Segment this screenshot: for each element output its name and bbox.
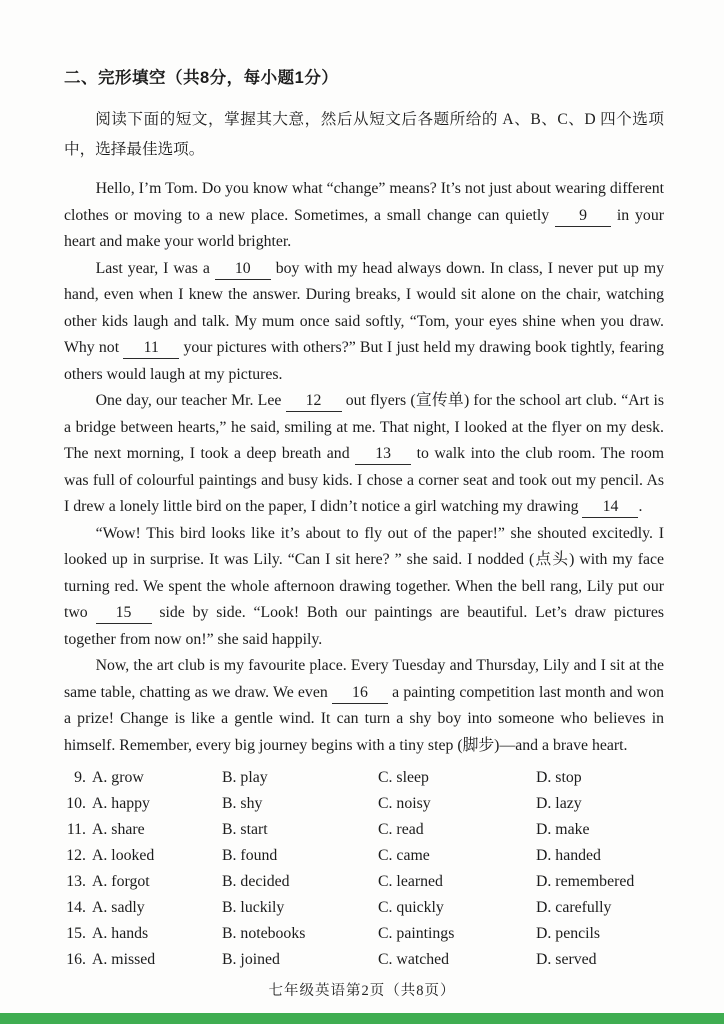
cloze-blank-11: 11 bbox=[123, 338, 179, 359]
option-cell: D. pencils bbox=[536, 925, 601, 942]
bottom-green-strip bbox=[0, 1013, 724, 1024]
option-cell: B. shy bbox=[222, 795, 263, 812]
passage-paragraph: One day, our teacher Mr. Lee 12 out flyers (宣传单) for the school art club. “Art is a bridge between hearts,” he said, smiling at me. That night, I looked at the flyer on my desk. The next morning, I took a deep breath and 13 to walk into the club room. The room was full of colourful paintings and busy kids. I chose a corner seat and took out my pencil. As I drew a lonely little bird on the paper, I didn’t notice a girl watching my drawing 14 . bbox=[64, 388, 664, 521]
question-number: 9. bbox=[74, 769, 86, 786]
option-cell: A. looked bbox=[92, 847, 155, 864]
passage-paragraph: “Wow! This bird looks like it’s about to fly out of the paper!” she shouted excitedly. I looked up in surprise. It was Lily. “Can I sit here? ” she said. I nodded (点头) with my face turning red. We spent the whole afternoon drawing together. When the bell rang, Lily put our two 15 side by side. “Look! Both our paintings are beautiful. Let’s draw pictures together from now on!” she said happily. bbox=[64, 524, 664, 648]
question-number: 16. bbox=[66, 951, 86, 968]
option-cell: B. joined bbox=[222, 951, 280, 968]
cloze-blank-10: 10 bbox=[215, 259, 271, 280]
option-cell: B. start bbox=[222, 821, 268, 838]
option-cell: B. play bbox=[222, 769, 268, 786]
question-number: 10. bbox=[66, 795, 86, 812]
option-cell: A. happy bbox=[92, 795, 150, 812]
option-cell: D. make bbox=[536, 821, 590, 838]
option-cell: A. sadly bbox=[92, 899, 145, 916]
section-title: 二、完形填空（共8分，每小题1分） bbox=[64, 69, 339, 87]
question-number: 12. bbox=[66, 847, 86, 864]
options-row bbox=[64, 869, 664, 895]
cloze-blank-13: 13 bbox=[355, 444, 411, 465]
page-footer: 七年级英语第2页（共8页） bbox=[268, 983, 456, 999]
options-row bbox=[64, 791, 664, 817]
option-cell: B. decided bbox=[222, 873, 290, 890]
options-row bbox=[64, 817, 664, 843]
option-cell: A. share bbox=[92, 821, 145, 838]
option-cell: D. stop bbox=[536, 769, 582, 786]
option-cell: B. found bbox=[222, 847, 278, 864]
options-table bbox=[64, 765, 664, 973]
cloze-blank-14: 14 bbox=[582, 497, 638, 518]
passage-paragraph: Now, the art club is my favourite place. Every Tuesday and Thursday, Lily and I sit at the same table, chatting as we draw. We even 16 a painting competition last month and won a prize! Change is like a gentle wind. It can turn a shy boy into someone who believes in himself. Remember, every big journey begins with a tiny step (脚步)—and a brave heart. bbox=[64, 657, 664, 754]
options-row bbox=[64, 895, 664, 921]
options-row bbox=[64, 947, 664, 973]
options-row bbox=[64, 765, 664, 791]
option-cell: A. forgot bbox=[92, 873, 150, 890]
question-number: 11. bbox=[66, 821, 86, 838]
options-row bbox=[64, 843, 664, 869]
option-cell: C. noisy bbox=[378, 795, 431, 812]
cloze-blank-16: 16 bbox=[332, 683, 388, 704]
option-cell: B. notebooks bbox=[222, 925, 306, 942]
cloze-blank-9: 9 bbox=[555, 206, 611, 227]
section-instructions: 阅读下面的短文，掌握其大意，然后从短文后各题所给的 A、B、C、D 四个选项中，选择最佳选项。 bbox=[64, 111, 664, 158]
question-number: 14. bbox=[66, 899, 86, 916]
passage bbox=[64, 176, 664, 759]
cloze-blank-15: 15 bbox=[96, 603, 152, 624]
option-cell: D. remembered bbox=[536, 873, 635, 890]
passage-paragraph: Hello, I’m Tom. Do you know what “change” means? It’s not just about wearing different clothes or moving to a new place. Sometimes, a small change can quietly 9 in your heart and make your world brighter. bbox=[64, 180, 664, 250]
option-cell: A. grow bbox=[92, 769, 144, 786]
option-cell: A. hands bbox=[92, 925, 149, 942]
option-cell: C. quickly bbox=[378, 899, 444, 916]
option-cell: B. luckily bbox=[222, 899, 285, 916]
cloze-blank-12: 12 bbox=[286, 391, 342, 412]
option-cell: D. served bbox=[536, 951, 597, 968]
option-cell: D. lazy bbox=[536, 795, 582, 812]
option-cell: C. watched bbox=[378, 951, 450, 968]
option-cell: D. handed bbox=[536, 847, 601, 864]
option-cell: C. sleep bbox=[378, 769, 429, 786]
passage-paragraph: Last year, I was a 10 boy with my head always down. In class, I never put up my hand, even when I knew the answer. During breaks, I would sit alone on the chair, watching other kids laugh and talk. My mum once said softly, “Tom, your eyes shine when you draw. Why not 11 your pictures with others?” But I just held my drawing book tightly, fearing others would laugh at my pictures. bbox=[64, 259, 664, 383]
option-cell: C. came bbox=[378, 847, 430, 864]
option-cell: C. learned bbox=[378, 873, 443, 890]
question-number: 13. bbox=[66, 873, 86, 890]
option-cell: C. paintings bbox=[378, 925, 455, 942]
option-cell: C. read bbox=[378, 821, 424, 838]
question-number: 15. bbox=[66, 925, 86, 942]
options-row bbox=[64, 921, 664, 947]
option-cell: D. carefully bbox=[536, 899, 612, 916]
option-cell: A. missed bbox=[92, 951, 156, 968]
